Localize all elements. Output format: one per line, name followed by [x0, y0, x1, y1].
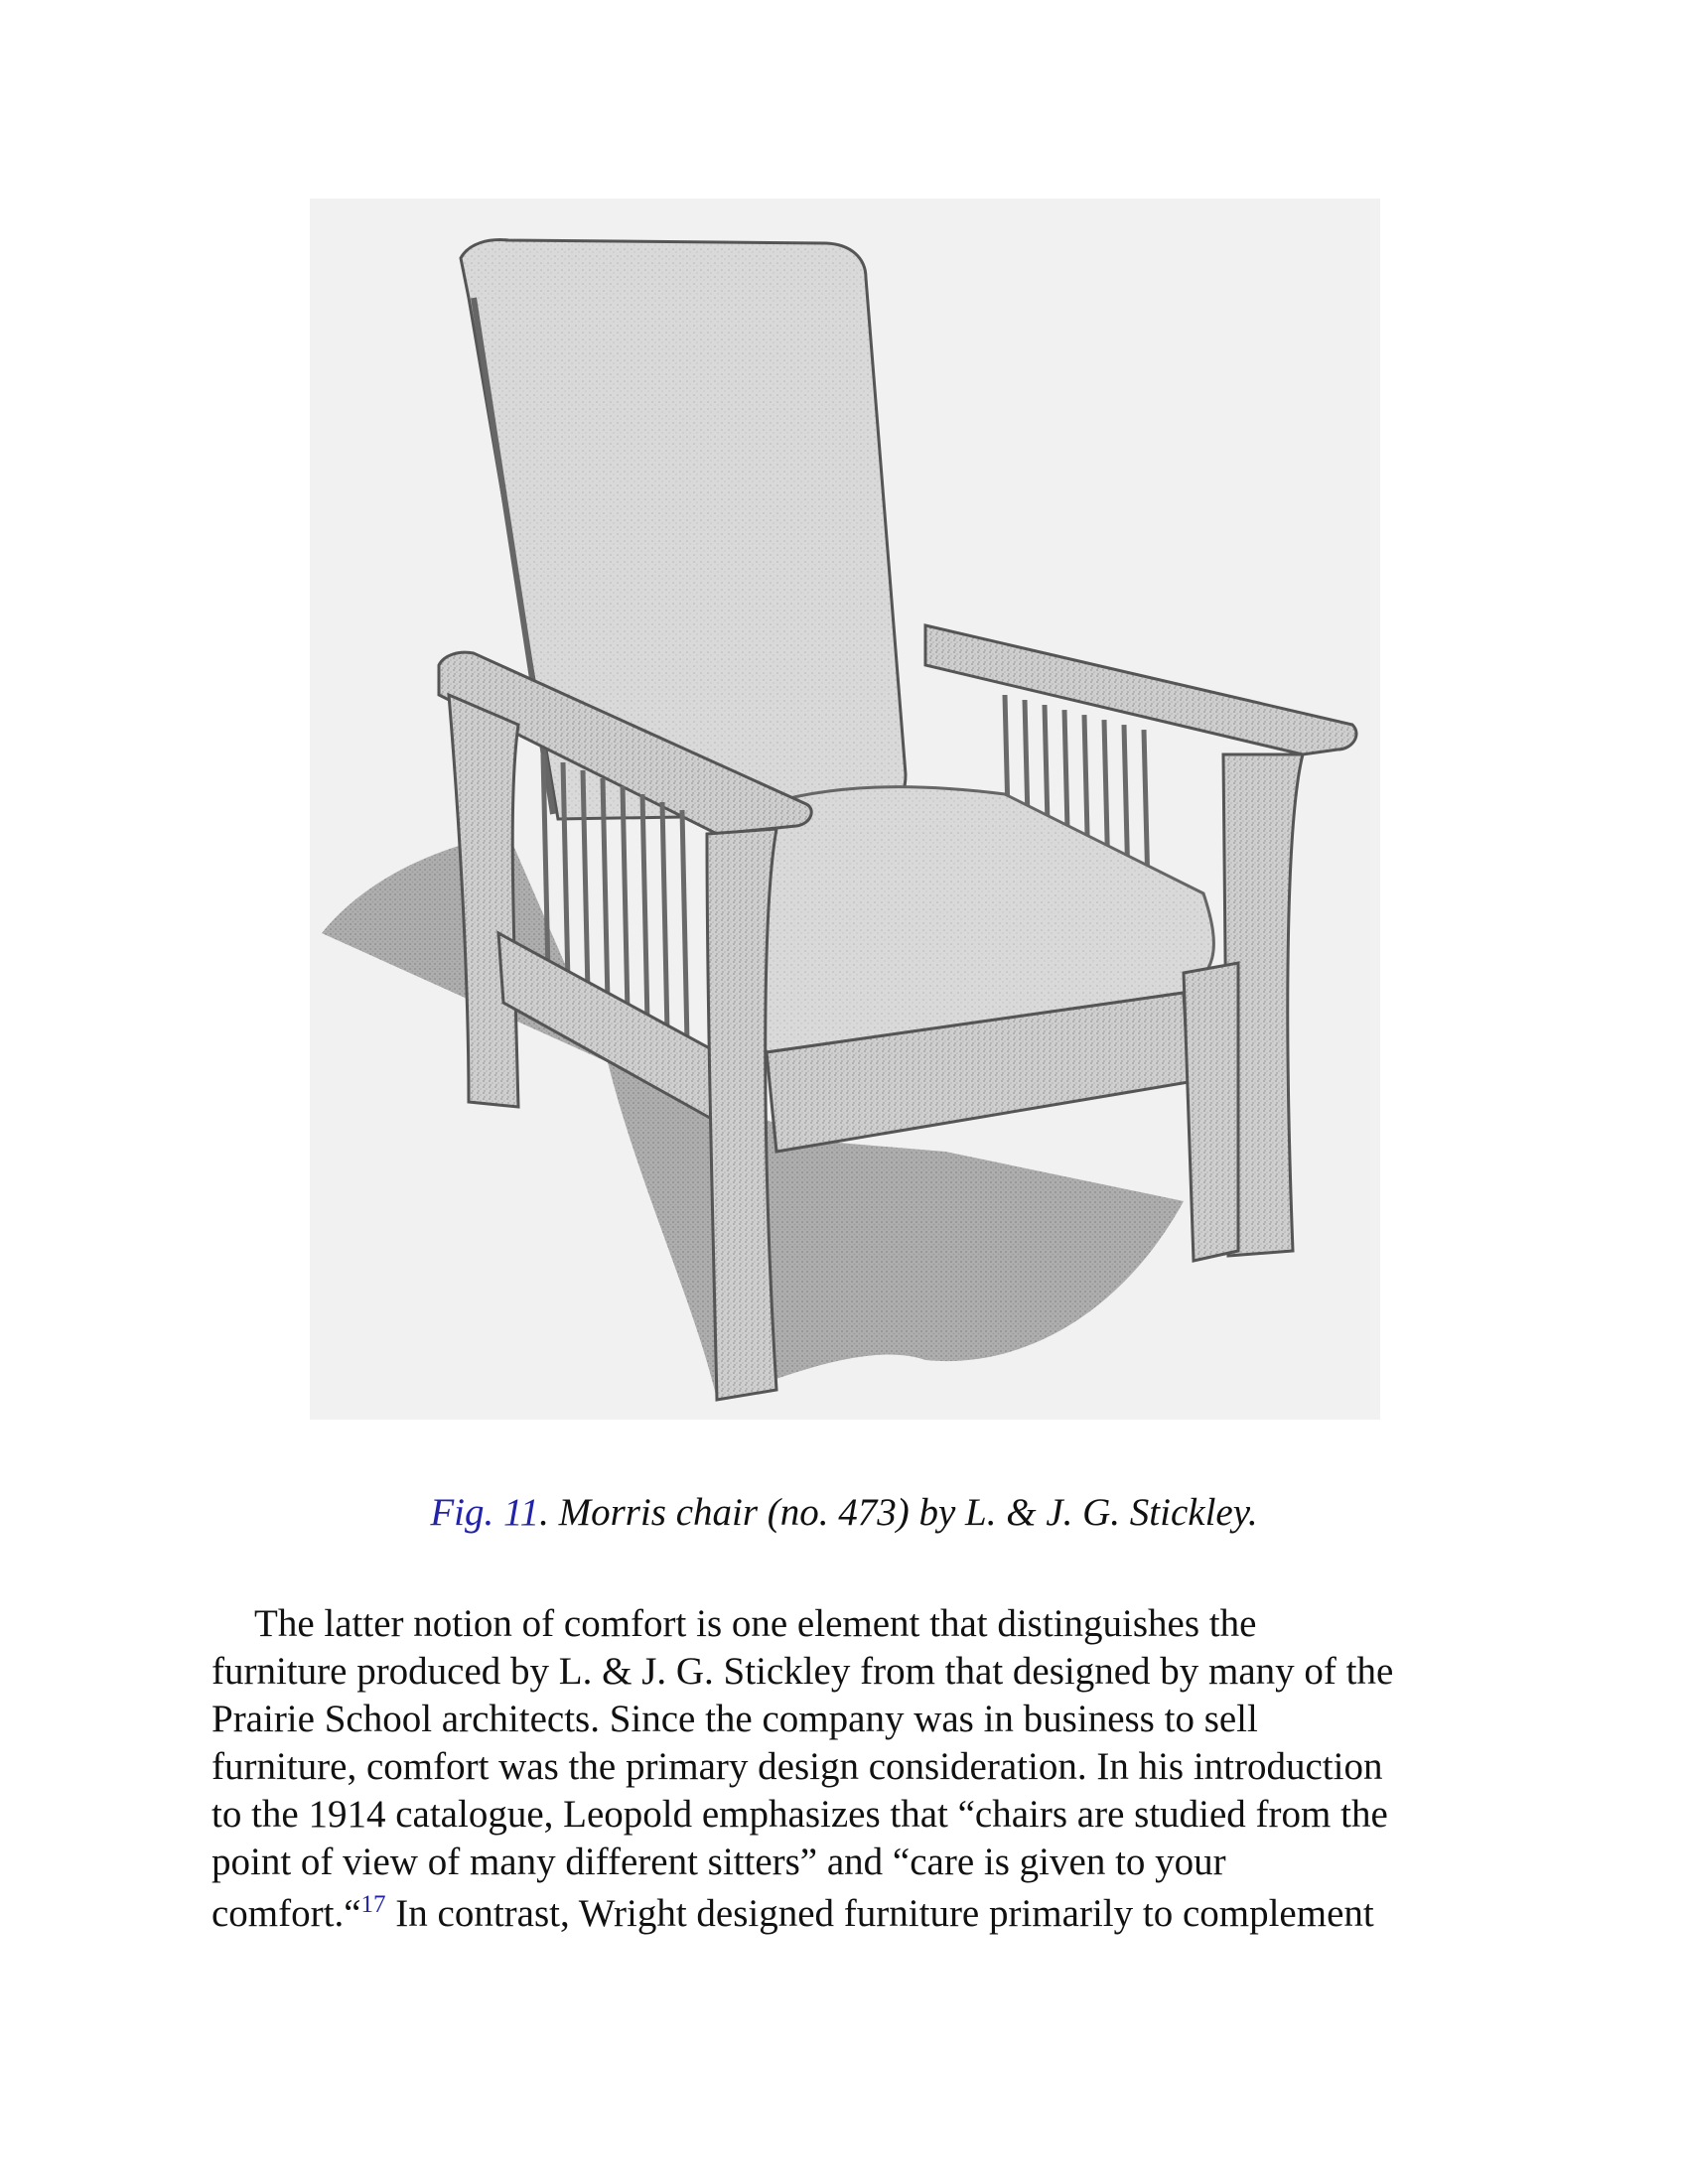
caption-text: . Morris chair (no. 473) by L. & J. G. Stickley. [539, 1491, 1258, 1534]
line-text-before: comfort.“ [211, 1892, 361, 1935]
figure-caption [0, 1489, 1688, 1537]
paragraph-line: furniture, comfort was the primary design consideration. In his introduction [211, 1745, 1383, 1788]
figure-link[interactable]: Fig. 11 [430, 1491, 540, 1534]
paragraph-line: furniture produced by L. & J. G. Stickley from that designed by many of the [211, 1650, 1394, 1693]
paragraph-line: point of view of many different sitters” and “care is given to your [211, 1841, 1226, 1883]
figure-image [310, 199, 1380, 1420]
paragraph-line-with-footnote [211, 1890, 1502, 1938]
paragraph-line: The latter notion of comfort is one element that distinguishes the [254, 1602, 1257, 1645]
body-paragraph [211, 1600, 1502, 1938]
paragraph-line: to the 1914 catalogue, Leopold emphasizes that “chairs are studied from the [211, 1793, 1388, 1836]
morris-chair-illustration [310, 199, 1380, 1420]
footnote-link-17[interactable]: 17 [360, 1891, 386, 1918]
paragraph-line: Prairie School architects. Since the company was in business to sell [211, 1698, 1258, 1740]
line-text-after: In contrast, Wright designed furniture primarily to complement [385, 1892, 1374, 1935]
